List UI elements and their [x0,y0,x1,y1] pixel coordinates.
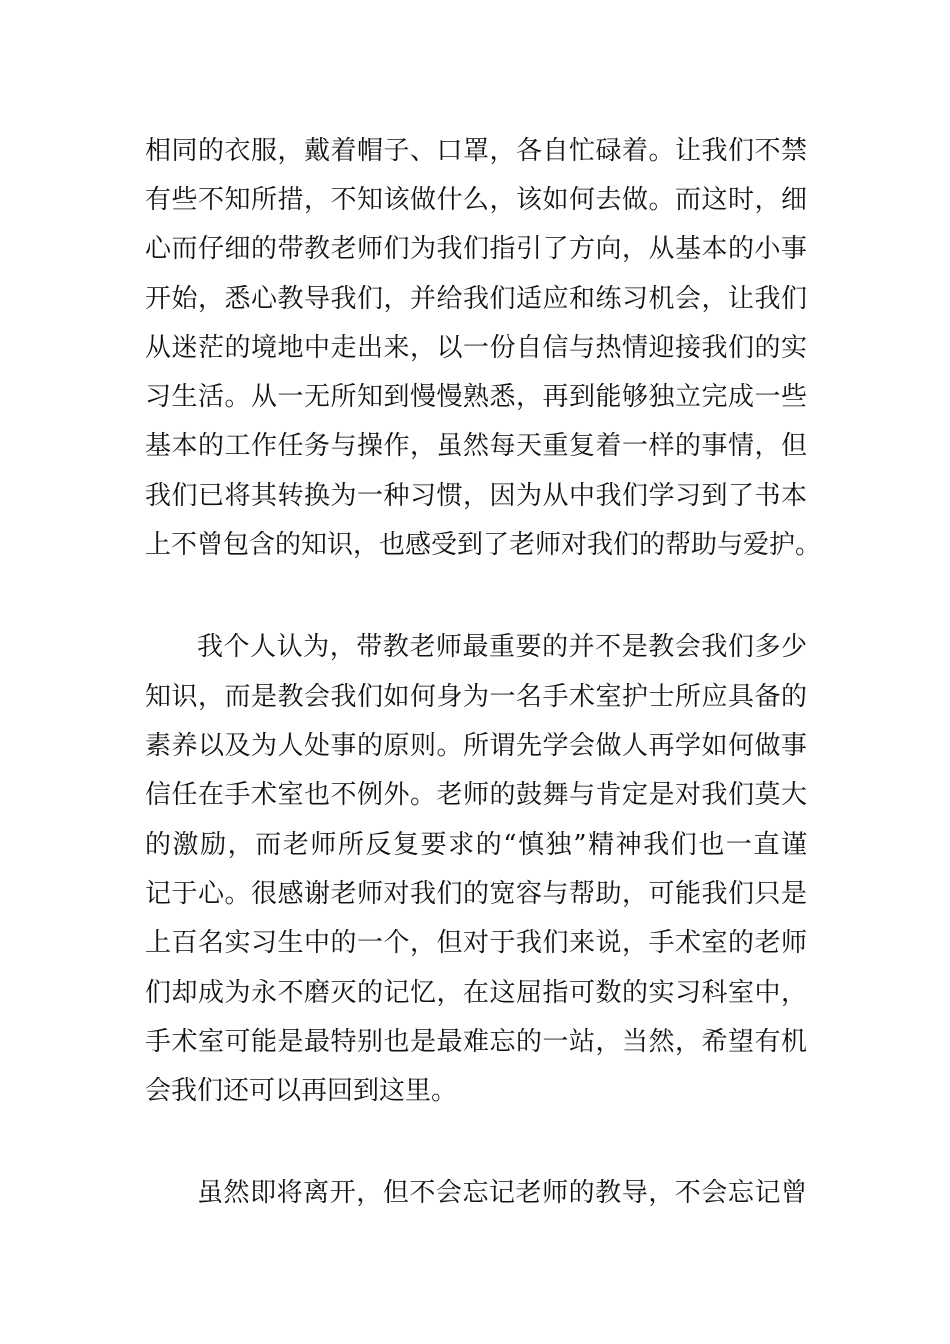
text-line: 虽然即将离开，但不会忘记老师的教导，不会忘记曾 [197,1178,807,1208]
text-line: 们却成为永不磨灭的记忆，在这屈指可数的实习科室中， [145,978,807,1008]
text-line: 基本的工作任务与操作，虽然每天重复着一样的事情，但 [145,431,807,461]
text-line: 我们已将其转换为一种习惯，因为从中我们学习到了书本 [145,481,807,511]
text-line: 开始，悉心教导我们，并给我们适应和练习机会，让我们 [145,284,807,314]
text-line: 知识，而是教会我们如何身为一名手术室护士所应具备的 [145,682,807,712]
text-line: 手术室可能是最特别也是最难忘的一站，当然，希望有机 [145,1027,807,1057]
text-line: 习生活。从一无所知到慢慢熟悉，再到能够独立完成一些 [145,382,807,412]
text-line: 素养以及为人处事的原则。所谓先学会做人再学如何做事 [145,731,807,761]
text-line: 上百名实习生中的一个，但对于我们来说，手术室的老师 [145,928,807,958]
text-line: 有些不知所措，不知该做什么，该如何去做。而这时，细 [145,185,807,215]
text-line: 我个人认为，带教老师最重要的并不是教会我们多少 [197,632,807,662]
text-line: 会我们还可以再回到这里。 [145,1076,458,1106]
text-line: 相同的衣服，戴着帽子、口罩，各自忙碌着。让我们不禁 [145,136,807,166]
text-line: 的激励，而老师所反复要求的“慎独”精神我们也一直谨 [145,830,807,860]
text-line: 记于心。很感谢老师对我们的宽容与帮助，可能我们只是 [145,879,807,909]
text-line: 心而仔细的带教老师们为我们指引了方向，从基本的小事 [145,234,807,264]
text-line: 信任在手术室也不例外。老师的鼓舞与肯定是对我们莫大 [145,780,807,810]
text-line: 上不曾包含的知识，也感受到了老师对我们的帮助与爱护。 [145,530,822,560]
text-line: 从迷茫的境地中走出来，以一份自信与热情迎接我们的实 [145,333,807,363]
